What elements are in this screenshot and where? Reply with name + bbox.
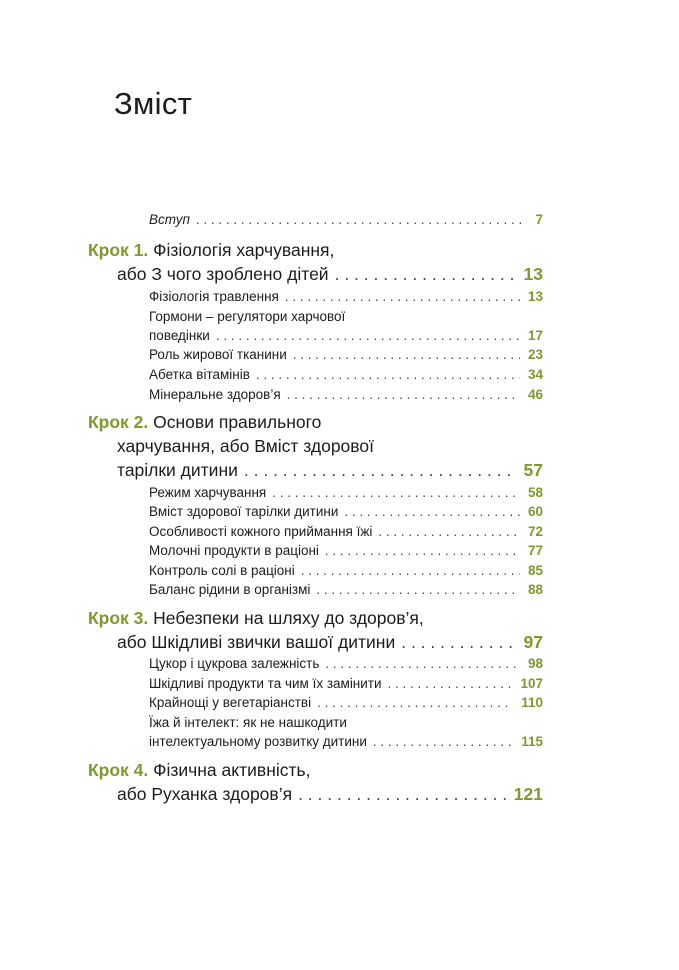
toc-step-3-heading[interactable] [88, 608, 424, 629]
toc-subentry[interactable] [149, 695, 543, 710]
step-title-line: Основи правильного [153, 412, 322, 432]
toc-subentry[interactable] [149, 734, 543, 749]
leader-dots [401, 632, 515, 653]
leader-dots [344, 504, 520, 519]
leader-dots [317, 695, 513, 710]
toc-page-number: 34 [527, 367, 543, 382]
toc-page-number: 121 [513, 784, 543, 804]
toc-page-number: 46 [527, 387, 543, 402]
toc-subentry[interactable] [149, 485, 543, 500]
toc-step-3-entry[interactable] [117, 632, 543, 653]
leader-dots [196, 212, 528, 227]
toc-page-number: 58 [527, 485, 543, 500]
toc-page-number: 72 [527, 524, 543, 539]
toc-entry-label: Вміст здорової тарілки дитини [149, 504, 339, 519]
leader-dots [373, 734, 513, 749]
leader-dots [244, 460, 516, 481]
toc-page-number: 77 [527, 543, 543, 558]
toc-entry-label: Особливості кожного приймання їжі [149, 524, 373, 539]
toc-entry-label: Цукор і цукрова залежність [149, 656, 320, 671]
toc-subentry[interactable] [149, 524, 543, 539]
page-title: Зміст [114, 86, 193, 121]
toc-entry-label: Молочні продукти в раціоні [149, 543, 319, 558]
toc-subentry[interactable] [149, 656, 543, 671]
leader-dots [301, 563, 520, 578]
toc-page-number: 107 [520, 676, 543, 691]
toc-entry-label: Контроль солі в раціоні [149, 563, 295, 578]
toc-entry-label: Шкідливі продукти та чим їх замінити [149, 676, 382, 691]
leader-dots [298, 784, 506, 805]
leader-dots [335, 264, 516, 285]
leader-dots [325, 543, 520, 558]
toc-page-number: 57 [523, 460, 543, 480]
toc-step-2-entry[interactable] [117, 460, 543, 481]
toc-subentry-line: Гормони – регулятори харчової [149, 309, 346, 324]
toc-subentry[interactable] [149, 347, 543, 362]
toc-page-number: 110 [521, 695, 543, 710]
toc-page-number: 88 [527, 582, 543, 597]
leader-dots [378, 524, 520, 539]
toc-page-number: 97 [523, 632, 543, 652]
step-title-line: або Шкідливі звички вашої дитини [117, 632, 396, 652]
leader-dots [287, 387, 520, 402]
step-title-line: тарілки дитини [117, 460, 238, 480]
step-title-line: Фізична активність, [153, 760, 311, 780]
toc-entry-label: Абетка вітамінів [149, 367, 250, 382]
toc-step-1-entry[interactable] [117, 264, 543, 285]
step-title-line: або Руханка здоров’я [117, 784, 293, 804]
toc-entry-label: Вступ [149, 212, 190, 227]
toc-entry-label: Мінеральне здоров’я [149, 387, 281, 402]
toc-subentry[interactable] [149, 543, 543, 558]
toc-page-number: 98 [527, 656, 543, 671]
toc-step-2-heading[interactable] [88, 412, 321, 433]
toc-subentry[interactable] [149, 367, 543, 382]
toc-page-number: 23 [527, 347, 543, 362]
toc-subentry[interactable] [149, 387, 543, 402]
toc-entry-intro[interactable] [149, 212, 543, 227]
toc-page-number: 115 [521, 734, 543, 749]
toc-entry-label: Режим харчування [149, 485, 267, 500]
toc-page-number: 17 [527, 328, 543, 343]
toc-page-number: 60 [527, 504, 543, 519]
leader-dots [325, 656, 520, 671]
toc-subentry[interactable] [149, 328, 543, 343]
toc-entry-label: інтелектуальному розвитку дитини [149, 734, 367, 749]
toc-page-number: 7 [535, 212, 543, 227]
leader-dots [316, 582, 520, 597]
toc-subentry-line: Їжа й інтелект: як не нашкодити [149, 715, 347, 730]
toc-page-number: 13 [527, 289, 543, 304]
step-label: Крок 3. [88, 608, 149, 628]
step-title-line: Небезпеки на шляху до здоров’я, [153, 608, 424, 628]
step-title-line: або З чого зроблено дітей [117, 264, 329, 284]
toc-entry-label: Фізіологія травлення [149, 289, 279, 304]
toc-subentry[interactable] [149, 563, 543, 578]
toc-subentry[interactable] [149, 504, 543, 519]
leader-dots [285, 289, 520, 304]
step-title-line: харчування, або Вміст здорової [117, 436, 374, 456]
toc-entry-label: Крайнощі у вегетаріанстві [149, 695, 312, 710]
step-label: Крок 4. [88, 760, 149, 780]
leader-dots [216, 328, 520, 343]
step-label: Крок 2. [88, 412, 149, 432]
step-label: Крок 1. [88, 240, 149, 260]
leader-dots [272, 485, 520, 500]
toc-step-4-entry[interactable] [117, 784, 543, 805]
toc-subentry[interactable] [149, 676, 543, 691]
toc-step-4-heading[interactable] [88, 760, 311, 781]
toc-entry-label: Роль жирової тканини [149, 347, 287, 362]
toc-entry-label: Баланс рідини в організмі [149, 582, 311, 597]
toc-page-number: 13 [523, 264, 543, 284]
toc-subentry[interactable] [149, 582, 543, 597]
leader-dots [388, 676, 513, 691]
toc-entry-label: поведінки [149, 328, 210, 343]
step-title-line: Фізіологія харчування, [153, 240, 335, 260]
toc-step-1-heading[interactable] [88, 240, 334, 261]
leader-dots [293, 347, 520, 362]
toc-page-number: 85 [527, 563, 543, 578]
leader-dots [256, 367, 520, 382]
toc-subentry[interactable] [149, 289, 543, 304]
